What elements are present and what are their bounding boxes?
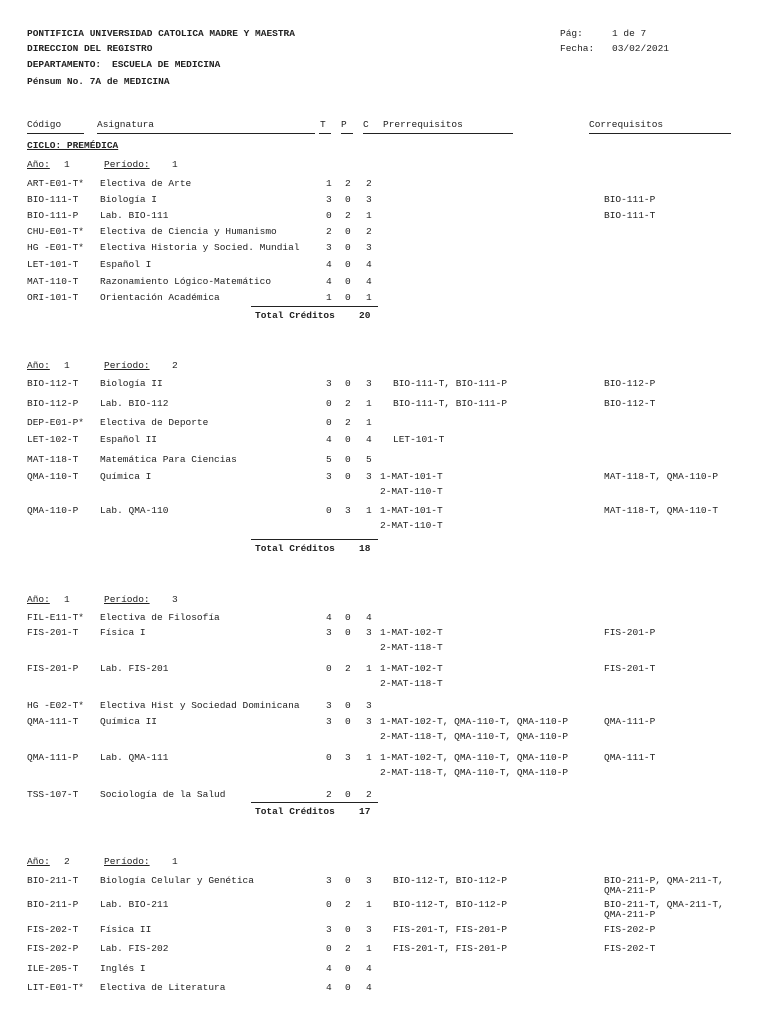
course-code: FIS-201-T: [27, 627, 79, 638]
course-c: 3: [366, 378, 372, 389]
course-coreq: QMA-111-P: [604, 716, 656, 727]
course-code: DEP-E01-P*: [27, 417, 85, 428]
total-credits-value: 18: [359, 543, 371, 554]
course-t: 0: [326, 505, 332, 516]
course-c: 3: [366, 194, 372, 205]
course-prereq: BIO-111-T, BIO-111-P: [393, 398, 508, 409]
course-c: 2: [366, 178, 372, 189]
col-subject: Asignatura: [97, 119, 155, 130]
course-coreq: FIS-201-T: [604, 663, 656, 674]
col-t: T: [320, 119, 326, 130]
course-c: 3: [366, 700, 372, 711]
period-value: 2: [172, 360, 178, 371]
course-c: 4: [366, 982, 372, 993]
course-prereq: LET-101-T: [393, 434, 445, 445]
course-t: 3: [326, 471, 332, 482]
course-t: 4: [326, 434, 332, 445]
course-code: TSS-107-T: [27, 789, 79, 800]
course-prereq: 2-MAT-118-T, QMA-110-T, QMA-110-P: [380, 767, 569, 778]
course-t: 3: [326, 378, 332, 389]
course-code: BIO-111-P: [27, 210, 79, 221]
course-t: 4: [326, 259, 332, 270]
year-label: Año:: [27, 159, 50, 170]
course-c: 1: [366, 292, 372, 303]
course-prereq: 2-MAT-118-T: [380, 642, 443, 653]
course-t: 4: [326, 963, 332, 974]
course-p: 2: [345, 178, 351, 189]
course-code: MAT-118-T: [27, 454, 79, 465]
course-code: FIS-202-P: [27, 943, 79, 954]
department-label: DEPARTAMENTO:: [27, 59, 102, 70]
course-t: 0: [326, 210, 332, 221]
course-prereq: 1-MAT-102-T: [380, 663, 443, 674]
course-t: 0: [326, 398, 332, 409]
course-t: 2: [326, 789, 332, 800]
course-p: 0: [345, 434, 351, 445]
course-c: 2: [366, 789, 372, 800]
course-t: 0: [326, 943, 332, 954]
course-c: 1: [366, 752, 372, 763]
university-name: PONTIFICIA UNIVERSIDAD CATOLICA MADRE Y MAESTRA: [27, 28, 295, 39]
course-code: FIS-202-T: [27, 924, 79, 935]
period-label: Período:: [104, 856, 150, 867]
course-t: 1: [326, 292, 332, 303]
year-value: 1: [64, 360, 70, 371]
col-code: Código: [27, 119, 62, 130]
course-c: 4: [366, 276, 372, 287]
course-p: 2: [345, 663, 351, 674]
year-label: Año:: [27, 594, 50, 605]
course-p: 2: [345, 398, 351, 409]
course-c: 1: [366, 210, 372, 221]
course-name: Lab. BIO-211: [100, 899, 169, 910]
course-name: Lab. BIO-112: [100, 398, 169, 409]
course-coreq: FIS-202-P: [604, 924, 656, 935]
course-t: 4: [326, 982, 332, 993]
course-name: Electiva Hist y Sociedad Dominicana: [100, 700, 300, 711]
course-name: Biología I: [100, 194, 158, 205]
course-c: 1: [366, 663, 372, 674]
course-coreq: BIO-111-T: [604, 210, 656, 221]
course-c: 4: [366, 259, 372, 270]
course-coreq: QMA-211-P: [604, 909, 656, 920]
date-label: Fecha:: [560, 43, 595, 54]
course-name: Electiva de Literatura: [100, 982, 226, 993]
course-t: 3: [326, 700, 332, 711]
course-prereq: 1-MAT-102-T, QMA-110-T, QMA-110-P: [380, 716, 569, 727]
total-credits-label: Total Créditos: [255, 806, 335, 817]
course-p: 0: [345, 612, 351, 623]
course-code: BIO-112-P: [27, 398, 79, 409]
course-name: Lab. QMA-110: [100, 505, 169, 516]
course-coreq: FIS-202-T: [604, 943, 656, 954]
course-name: Física I: [100, 627, 146, 638]
course-p: 0: [345, 963, 351, 974]
course-p: 0: [345, 378, 351, 389]
course-prereq: 2-MAT-110-T: [380, 520, 443, 531]
page-label: Pág:: [560, 28, 583, 39]
course-prereq: 1-MAT-101-T: [380, 505, 443, 516]
course-p: 0: [345, 982, 351, 993]
course-c: 3: [366, 471, 372, 482]
course-name: Orientación Académica: [100, 292, 220, 303]
course-name: Física II: [100, 924, 152, 935]
course-p: 0: [345, 627, 351, 638]
course-p: 0: [345, 716, 351, 727]
course-p: 0: [345, 226, 351, 237]
course-name: Electiva de Filosofía: [100, 612, 220, 623]
course-c: 3: [366, 924, 372, 935]
course-code: BIO-111-T: [27, 194, 79, 205]
course-code: QMA-110-T: [27, 471, 79, 482]
year-label: Año:: [27, 856, 50, 867]
total-credits-value: 17: [359, 806, 371, 817]
course-name: Electiva de Arte: [100, 178, 192, 189]
course-p: 0: [345, 242, 351, 253]
course-code: BIO-112-T: [27, 378, 79, 389]
col-prereq: Prerrequisitos: [383, 119, 463, 130]
course-name: Biología Celular y Genética: [100, 875, 254, 886]
period-label: Período:: [104, 360, 150, 371]
date-value: 03/02/2021: [612, 43, 670, 54]
course-c: 1: [366, 505, 372, 516]
course-name: Lab. FIS-201: [100, 663, 169, 674]
col-coreq: Correquisitos: [589, 119, 664, 130]
course-c: 1: [366, 899, 372, 910]
course-code: QMA-111-T: [27, 716, 79, 727]
course-c: 1: [366, 943, 372, 954]
course-t: 3: [326, 924, 332, 935]
total-credits-label: Total Créditos: [255, 310, 335, 321]
course-c: 1: [366, 417, 372, 428]
course-code: BIO-211-P: [27, 899, 79, 910]
course-t: 1: [326, 178, 332, 189]
course-name: Biología II: [100, 378, 163, 389]
course-code: CHU-E01-T*: [27, 226, 85, 237]
course-prereq: 1-MAT-102-T: [380, 627, 443, 638]
course-coreq: BIO-112-P: [604, 378, 656, 389]
course-prereq: 2-MAT-118-T: [380, 678, 443, 689]
page-number: 1 de 7: [612, 28, 647, 39]
course-t: 3: [326, 875, 332, 886]
course-t: 2: [326, 226, 332, 237]
course-c: 3: [366, 875, 372, 886]
course-coreq: QMA-211-P: [604, 885, 656, 896]
course-coreq: BIO-211-P, QMA-211-T,: [604, 875, 724, 886]
course-t: 4: [326, 276, 332, 287]
course-name: Razonamiento Lógico-Matemático: [100, 276, 272, 287]
course-t: 5: [326, 454, 332, 465]
course-prereq: 1-MAT-101-T: [380, 471, 443, 482]
course-name: Español II: [100, 434, 158, 445]
course-t: 0: [326, 899, 332, 910]
registry-office: DIRECCION DEL REGISTRO: [27, 43, 153, 54]
course-name: Español I: [100, 259, 152, 270]
course-p: 0: [345, 471, 351, 482]
course-p: 0: [345, 259, 351, 270]
total-credits-label: Total Créditos: [255, 543, 335, 554]
course-code: QMA-110-P: [27, 505, 79, 516]
course-p: 0: [345, 454, 351, 465]
course-p: 3: [345, 505, 351, 516]
course-prereq: 1-MAT-102-T, QMA-110-T, QMA-110-P: [380, 752, 569, 763]
course-c: 4: [366, 963, 372, 974]
course-c: 3: [366, 627, 372, 638]
course-p: 2: [345, 210, 351, 221]
course-prereq: FIS-201-T, FIS-201-P: [393, 943, 508, 954]
course-coreq: QMA-111-T: [604, 752, 656, 763]
course-name: Lab. FIS-202: [100, 943, 169, 954]
course-name: Electiva de Deporte: [100, 417, 209, 428]
course-code: HG -E01-T*: [27, 242, 85, 253]
course-code: FIL-E11-T*: [27, 612, 85, 623]
course-code: ORI-101-T: [27, 292, 79, 303]
course-p: 0: [345, 276, 351, 287]
year-label: Año:: [27, 360, 50, 371]
course-c: 3: [366, 716, 372, 727]
course-code: MAT-110-T: [27, 276, 79, 287]
course-coreq: BIO-211-T, QMA-211-T,: [604, 899, 724, 910]
course-code: BIO-211-T: [27, 875, 79, 886]
course-code: LIT-E01-T*: [27, 982, 85, 993]
total-credits-value: 20: [359, 310, 371, 321]
course-t: 0: [326, 752, 332, 763]
course-code: LET-101-T: [27, 259, 79, 270]
year-value: 1: [64, 159, 70, 170]
course-t: 3: [326, 716, 332, 727]
period-value: 1: [172, 856, 178, 867]
course-t: 0: [326, 417, 332, 428]
course-t: 3: [326, 242, 332, 253]
course-t: 3: [326, 194, 332, 205]
course-prereq: FIS-201-T, FIS-201-P: [393, 924, 508, 935]
course-c: 2: [366, 226, 372, 237]
period-value: 3: [172, 594, 178, 605]
course-c: 4: [366, 612, 372, 623]
course-code: HG -E02-T*: [27, 700, 85, 711]
department-name: ESCUELA DE MEDICINA: [112, 59, 221, 70]
period-label: Período:: [104, 594, 150, 605]
course-c: 4: [366, 434, 372, 445]
course-code: QMA-111-P: [27, 752, 79, 763]
pensum-title: Pénsum No. 7A de MEDICINA: [27, 76, 170, 87]
course-prereq: 2-MAT-110-T: [380, 486, 443, 497]
course-p: 0: [345, 924, 351, 935]
course-coreq: MAT-118-T, QMA-110-P: [604, 471, 719, 482]
course-name: Química I: [100, 471, 152, 482]
course-t: 4: [326, 612, 332, 623]
course-name: Química II: [100, 716, 158, 727]
course-p: 2: [345, 943, 351, 954]
course-t: 3: [326, 627, 332, 638]
course-name: Lab. BIO-111: [100, 210, 169, 221]
period-value: 1: [172, 159, 178, 170]
course-prereq: BIO-111-T, BIO-111-P: [393, 378, 508, 389]
course-p: 2: [345, 899, 351, 910]
course-name: Inglés I: [100, 963, 146, 974]
course-code: FIS-201-P: [27, 663, 79, 674]
course-name: Sociología de la Salud: [100, 789, 226, 800]
course-coreq: MAT-118-T, QMA-110-T: [604, 505, 719, 516]
course-prereq: BIO-112-T, BIO-112-P: [393, 899, 508, 910]
col-c: C: [363, 119, 369, 130]
course-code: LET-102-T: [27, 434, 79, 445]
course-p: 3: [345, 752, 351, 763]
course-name: Lab. QMA-111: [100, 752, 169, 763]
period-label: Período:: [104, 159, 150, 170]
course-prereq: BIO-112-T, BIO-112-P: [393, 875, 508, 886]
course-p: 0: [345, 875, 351, 886]
year-value: 1: [64, 594, 70, 605]
course-coreq: BIO-111-P: [604, 194, 656, 205]
course-code: ART-E01-T*: [27, 178, 85, 189]
course-p: 0: [345, 194, 351, 205]
col-p: P: [341, 119, 347, 130]
course-name: Electiva Historia y Socied. Mundial: [100, 242, 300, 253]
course-c: 1: [366, 398, 372, 409]
course-t: 0: [326, 663, 332, 674]
course-coreq: FIS-201-P: [604, 627, 656, 638]
course-p: 0: [345, 700, 351, 711]
course-c: 3: [366, 242, 372, 253]
cycle-title: CICLO: PREMÉDICA: [27, 140, 119, 151]
course-p: 0: [345, 292, 351, 303]
course-c: 5: [366, 454, 372, 465]
course-name: Electiva de Ciencia y Humanismo: [100, 226, 277, 237]
year-value: 2: [64, 856, 70, 867]
course-name: Matemática Para Ciencias: [100, 454, 237, 465]
course-p: 0: [345, 789, 351, 800]
course-coreq: BIO-112-T: [604, 398, 656, 409]
course-code: ILE-205-T: [27, 963, 79, 974]
course-p: 2: [345, 417, 351, 428]
course-prereq: 2-MAT-118-T, QMA-110-T, QMA-110-P: [380, 731, 569, 742]
